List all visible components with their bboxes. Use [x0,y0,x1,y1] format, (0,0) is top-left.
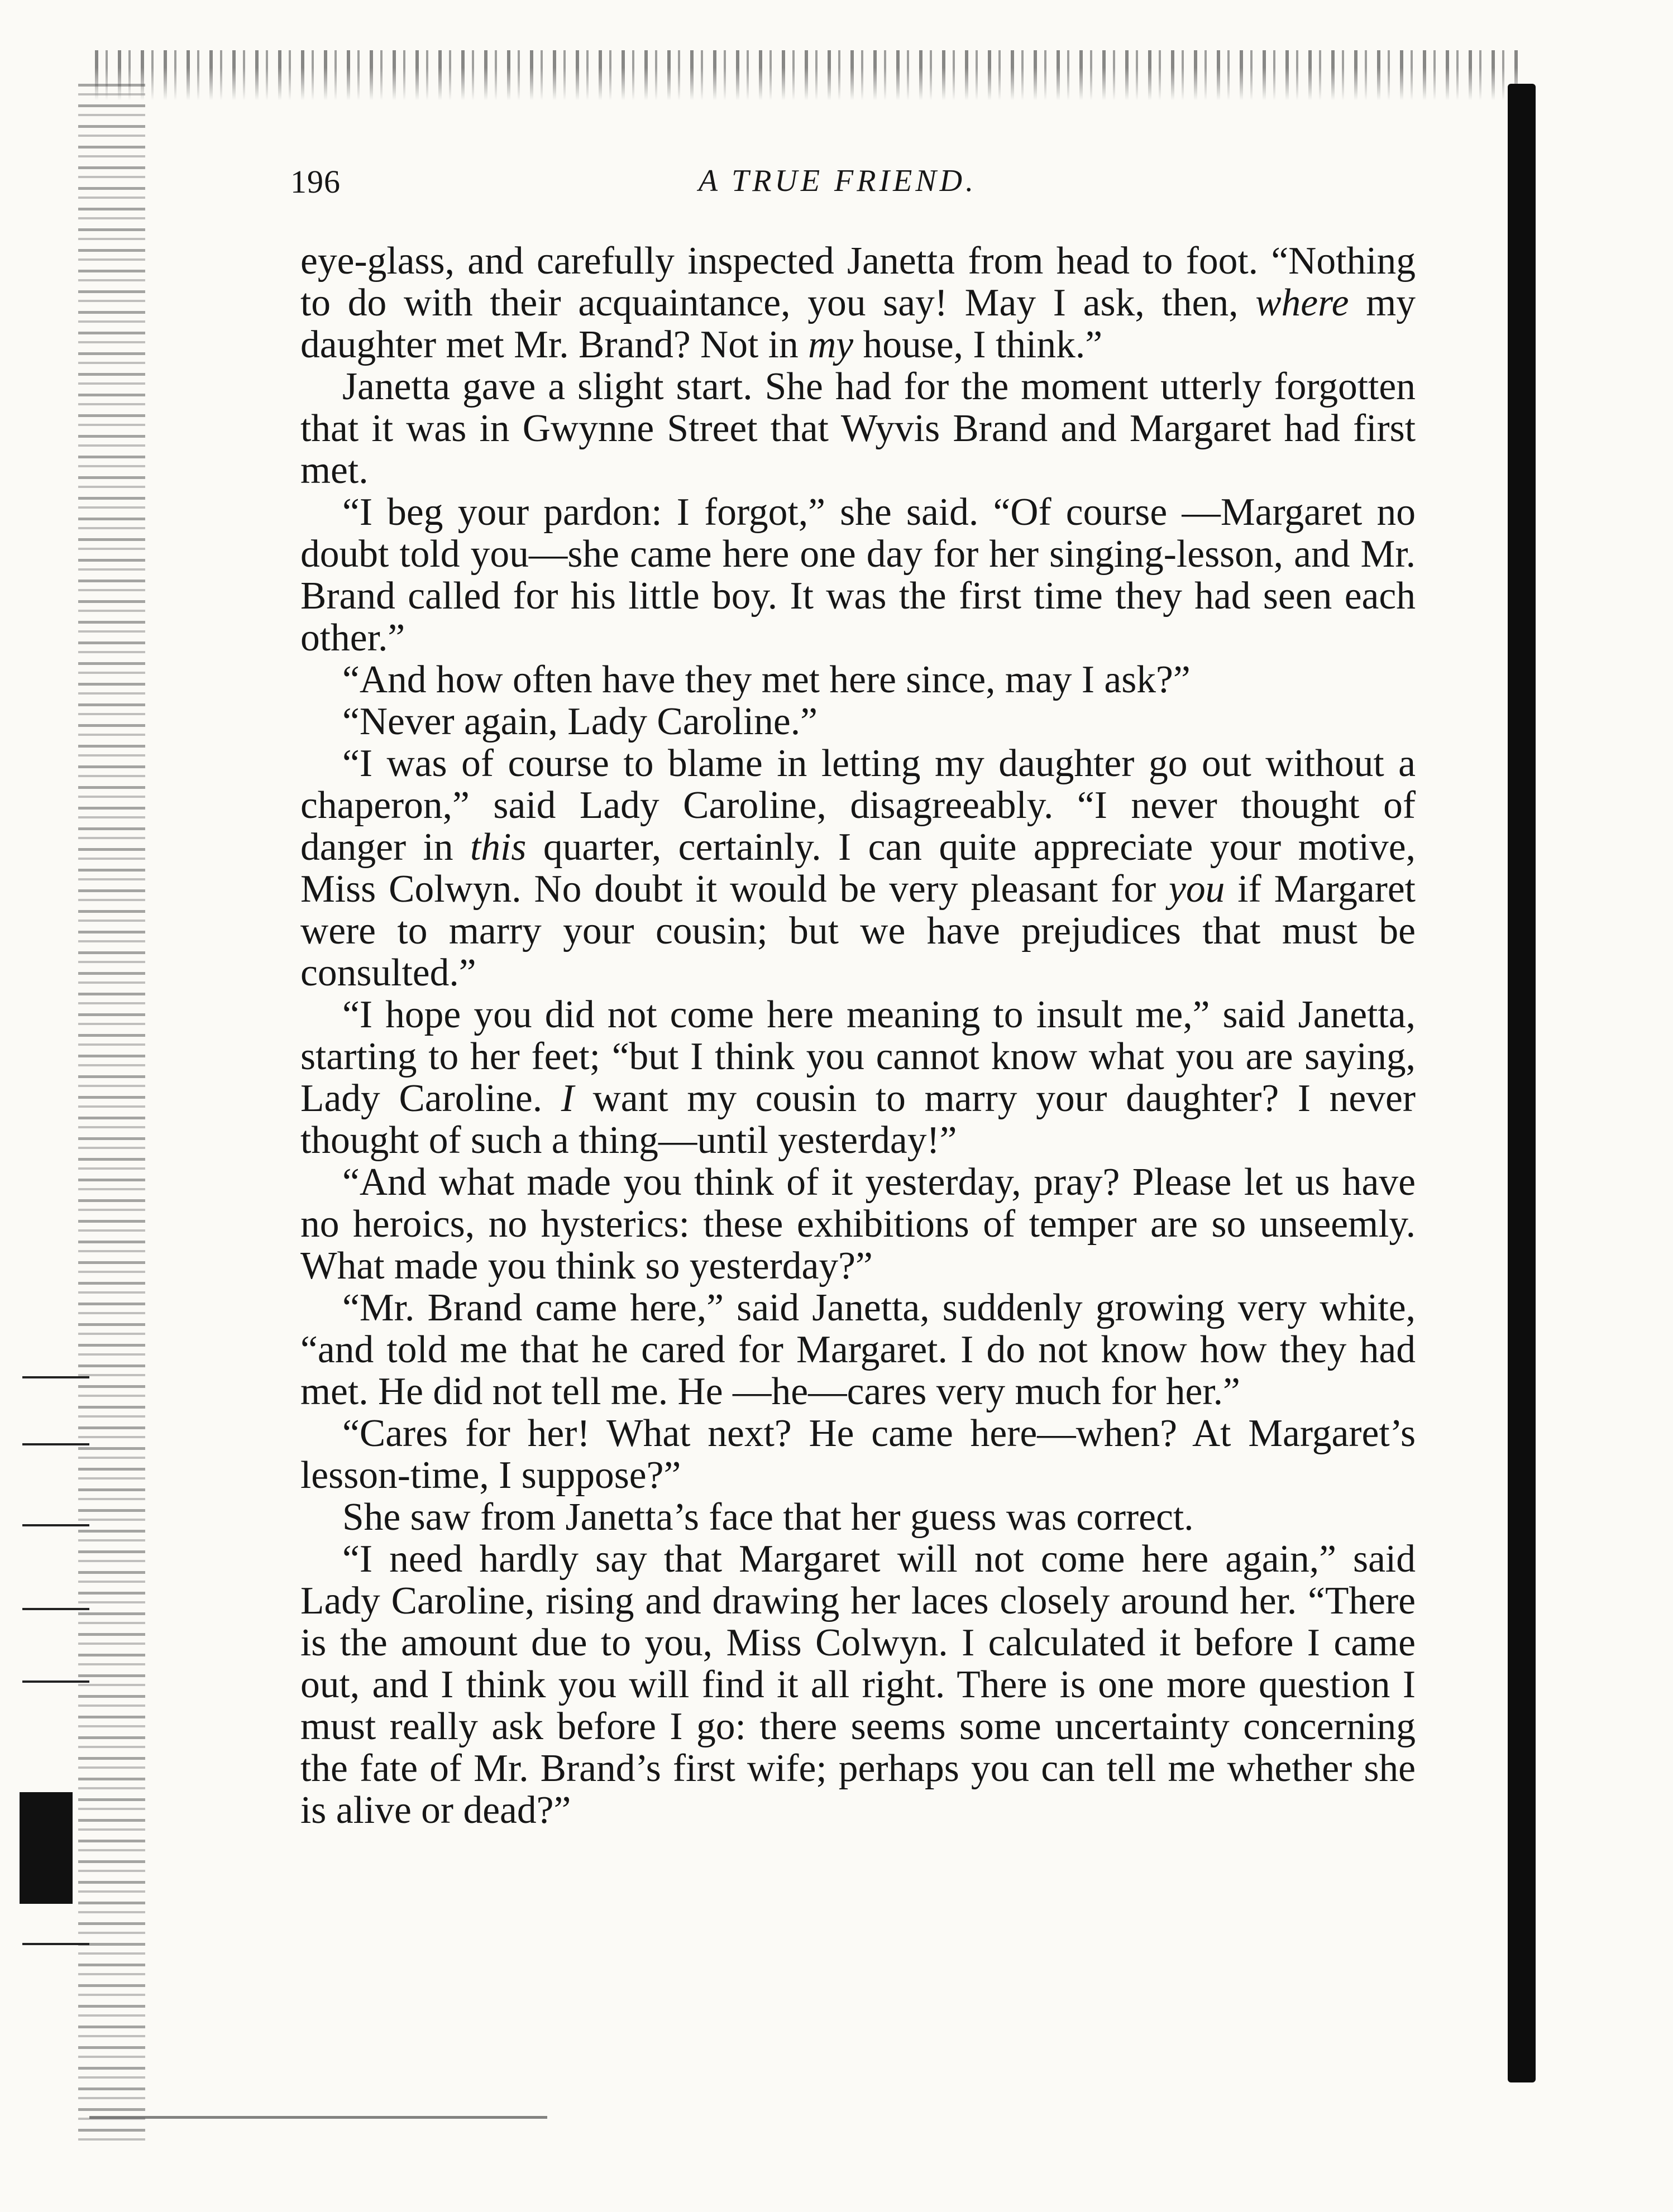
page-number: 196 [290,164,341,200]
paragraph: “I hope you did not come here meaning to insult me,” said Janetta, starting to her feet; “but I think you cannot know what you are saying, Lady Caroline. I want my cousin to marry your daughter? I never thought of such a thing—until yesterday!” [300,993,1416,1162]
scan-noise-top-edge [95,50,1519,100]
paragraph: She saw from Janetta’s face that her guess was correct. [342,1496,1194,1539]
scan-dark-bar-right [1508,84,1536,2082]
paragraph: “I need hardly say that Margaret will not come here again,” said Lady Caroline, rising and drawing her laces closely around her. “There is the amount due to you, Miss Colwyn. I calculated it before I came out, and I think you will find it all right. There is one more question I must really ask before I go: there seems some uncertainty concerning the fate of Mr. Brand’s first wife; perhaps you can tell me whether she is alive or dead?” [300,1538,1416,1832]
scan-noise-left-edge [78,84,145,2149]
margin-tick [22,1680,89,1683]
paragraph: eye-glass, and carefully inspected Janetta from head to foot. “Nothing to do with their acquaintance, you say! May I ask, then, where my daughter met Mr. Brand? Not in my house, I think.” [300,240,1416,366]
margin-tick [22,1443,89,1445]
margin-tick [22,1376,89,1378]
paragraph: Janetta gave a slight start. She had for the moment utterly forgotten that it was in Gwynne Street that Wyvis Brand and Margaret had first met. [300,365,1416,492]
paragraph: “And what made you think of it yesterday, pray? Please let us have no heroics, no hysterics: these exhibitions of temper are so unseemly. What made you think so yesterday?” [300,1161,1416,1287]
paragraph: “Mr. Brand came here,” said Janetta, suddenly growing very white, “and told me that he cared for Margaret. I do not know how they had met. He did not tell me. He —he—cares very much for her.” [300,1286,1416,1413]
scan-dark-mark-left [20,1792,73,1904]
body-text [300,240,1416,1831]
margin-tick [22,1524,89,1526]
paragraph: “Cares for her! What next? He came here—when? At Margaret’s lesson-time, I suppose?” [300,1412,1416,1497]
paragraph: “I beg your pardon: I forgot,” she said. “Of course —Margaret no doubt told you—she came here one day for her singing-lesson, and Mr. Brand called for his little boy. It was the first time they had seen each other.” [300,491,1416,659]
paragraph: “Never again, Lady Caroline.” [342,700,818,743]
paragraph: “I was of course to blame in letting my daughter go out without a chaperon,” said Lady Caroline, disagreeably. “I never thought of danger in this quarter, certainly. I can quite appreciate your motive, Miss Colwyn. No doubt it would be very pleasant for you if Margaret were to marry your cousin; but we have prejudices that must be consulted.” [300,742,1416,994]
paragraph: “And how often have they met here since, may I ask?” [342,658,1191,701]
scan-bottom-rule [89,2116,547,2119]
page-header [290,163,1385,213]
margin-tick [22,1943,89,1945]
running-title: A TRUE FRIEND. [698,164,977,198]
margin-tick [22,1608,89,1610]
